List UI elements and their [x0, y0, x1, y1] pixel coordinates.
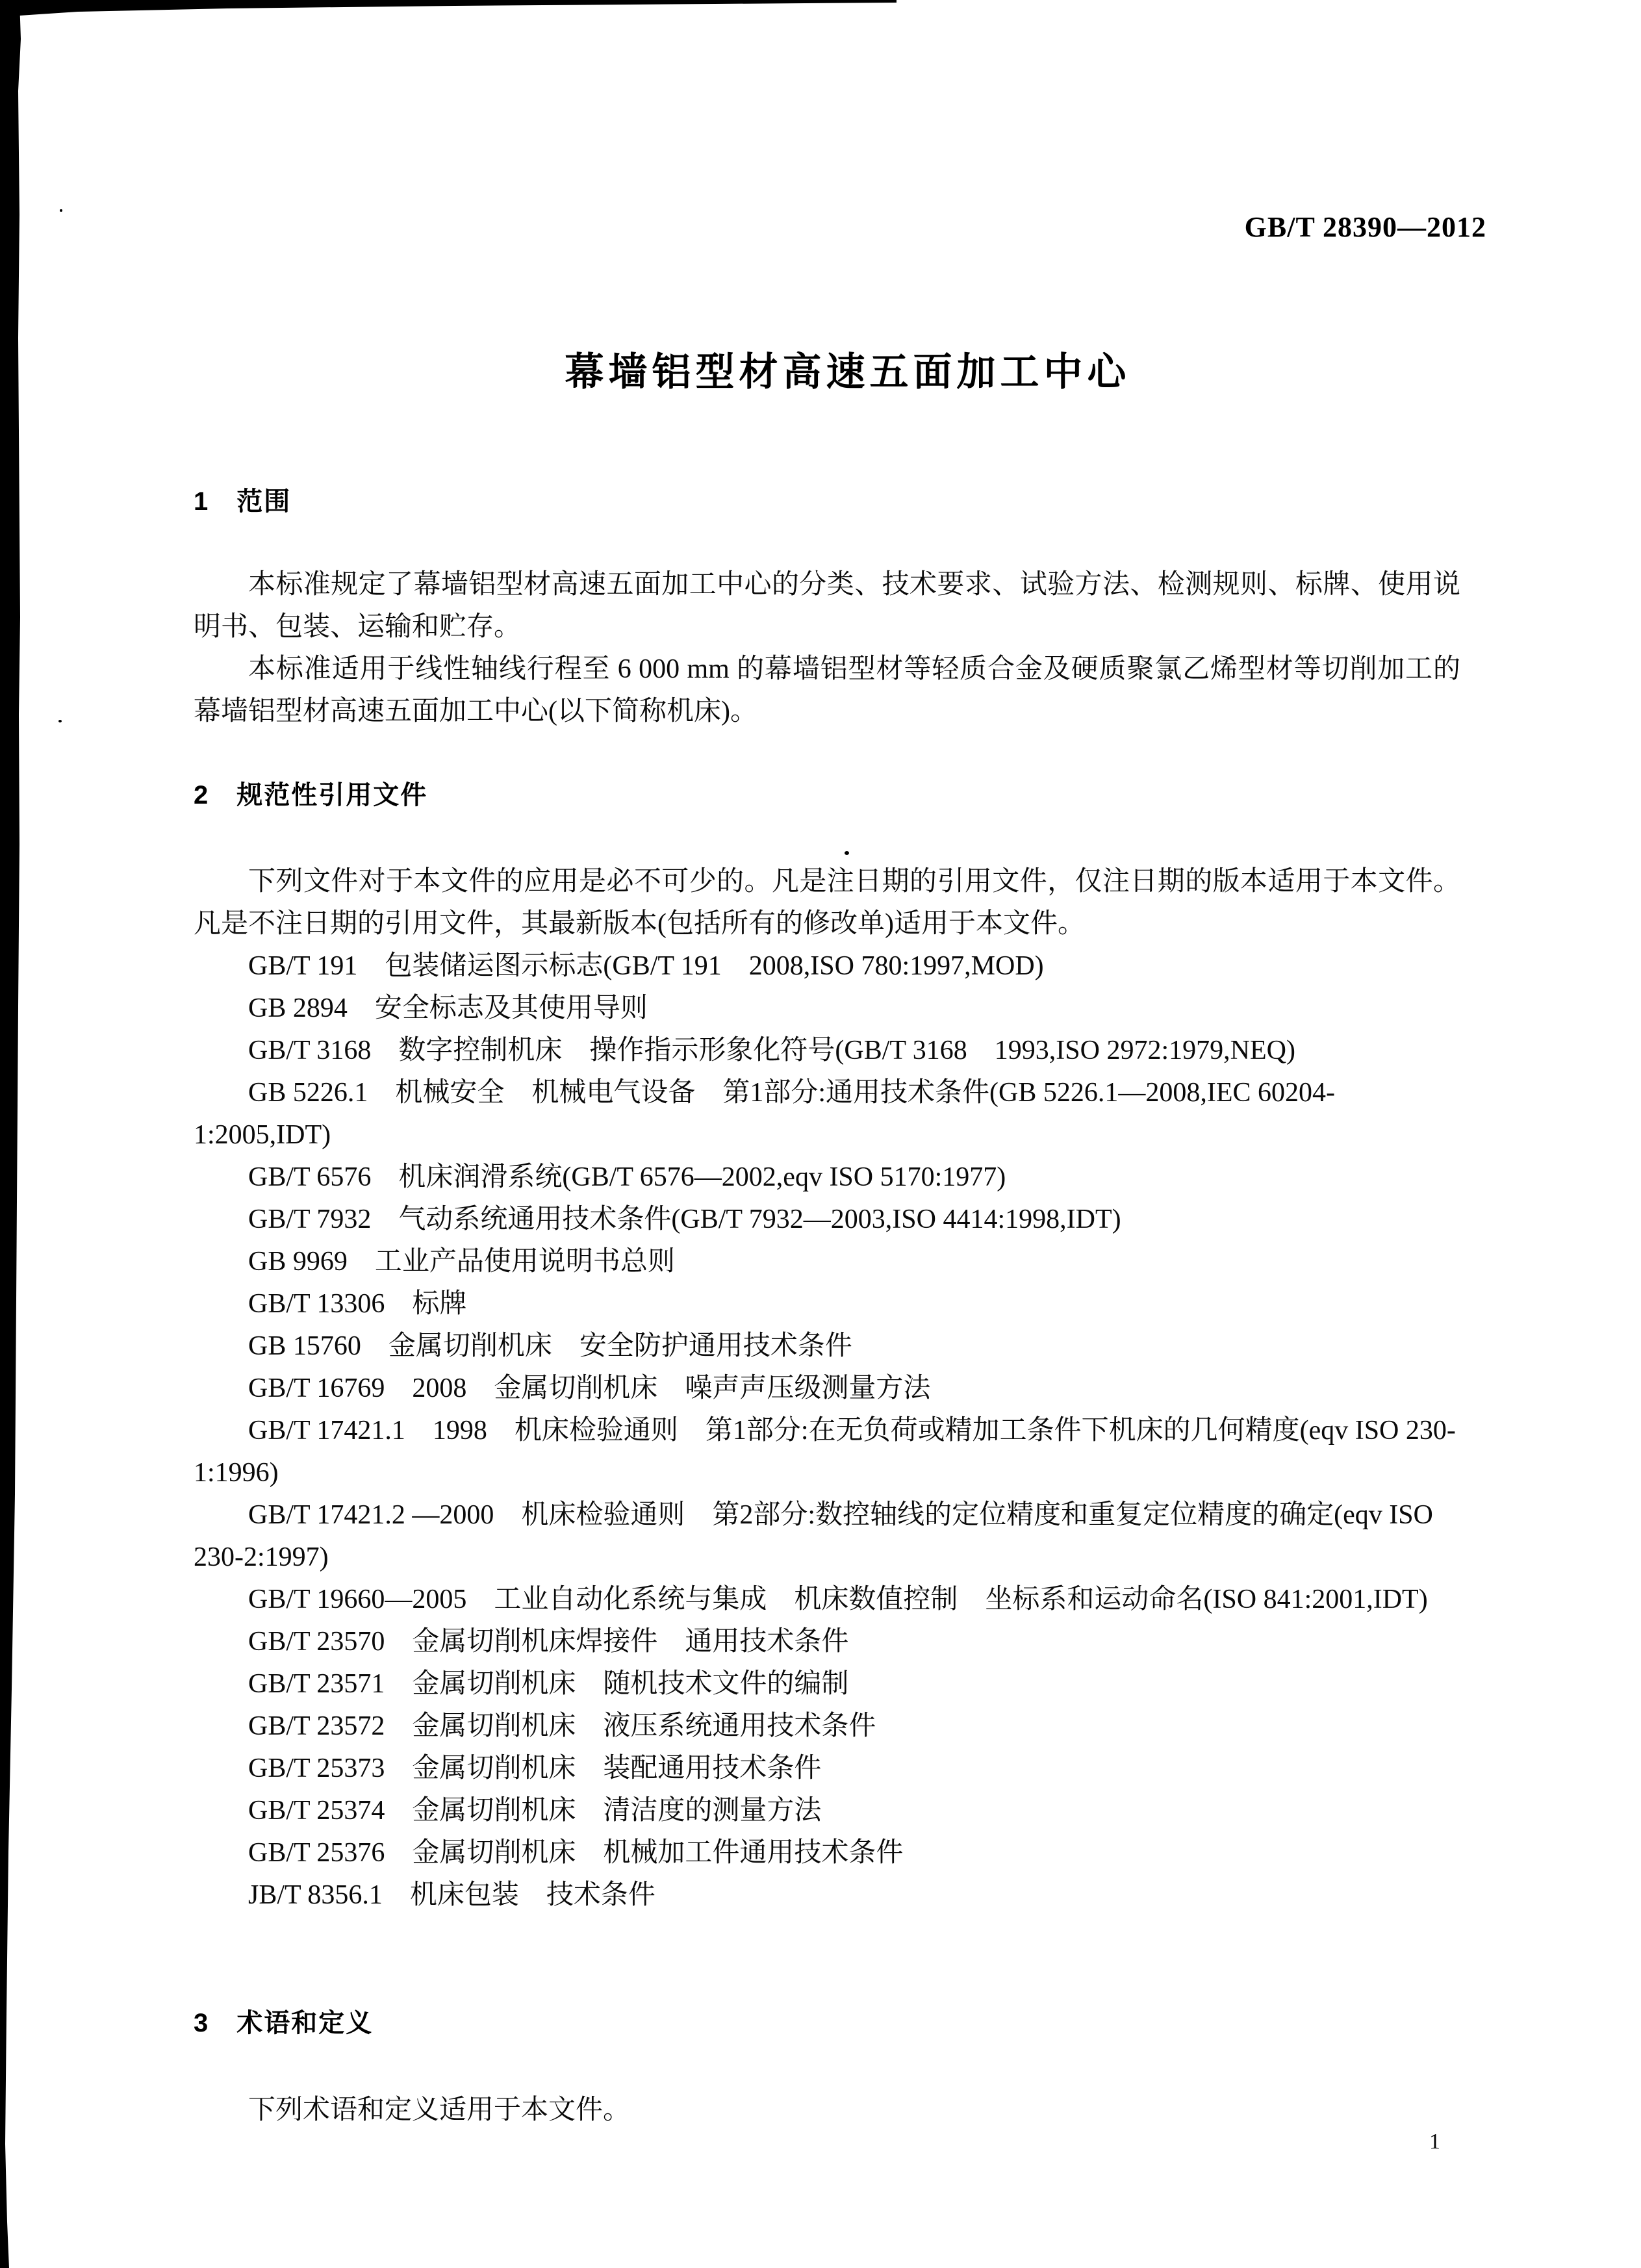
references-list: [194, 945, 1460, 1917]
section-2-body: [194, 861, 1460, 1917]
reference-item: GB/T 25374 金属切削机床 清洁度的测量方法: [248, 1796, 822, 1826]
reference-item: GB/T 17421.1 1998 机床检验通则 第1部分:在无负荷或精加工条件下机床的几何精度(eqv ISO 230-1:1996): [194, 1416, 1456, 1488]
standard-code: GB/T 28390—2012: [1244, 211, 1486, 243]
reference-item: GB/T 23572 金属切削机床 液压系统通用技术条件: [248, 1711, 876, 1741]
reference-item: GB/T 6576 机床润滑系统(GB/T 6576—2002,eqv ISO 5170:1977): [248, 1162, 1006, 1192]
scan-speck: [60, 209, 62, 212]
paragraph: 下列术语和定义适用于本文件。: [248, 2095, 631, 2125]
section-3-body: [194, 2089, 1460, 2132]
scan-artifact-left-band: [0, 0, 26, 2268]
paragraph: 本标准适用于线性轴线行程至 6 000 mm 的幕墙铝型材等轻质合金及硬质聚氯乙烯型材等切削加工的幕墙铝型材高速五面加工中心(以下简称机床)。: [194, 654, 1460, 726]
section-3-heading: 3 术语和定义: [194, 2009, 374, 2037]
reference-item: GB/T 23571 金属切削机床 随机技术文件的编制: [248, 1669, 849, 1699]
reference-item: GB 9969 工业产品使用说明书总则: [248, 1247, 675, 1277]
page-number: 1: [1429, 2130, 1440, 2154]
scan-speck: [58, 720, 62, 722]
reference-item: GB 2894 安全标志及其使用导则: [248, 993, 648, 1023]
scan-speck: [845, 851, 849, 855]
scan-artifact-top-band: [0, 0, 897, 17]
reference-item: GB/T 23570 金属切削机床焊接件 通用技术条件: [248, 1627, 849, 1657]
reference-item: GB/T 25376 金属切削机床 机械加工件通用技术条件: [248, 1838, 904, 1868]
reference-item: GB/T 191 包装储运图示标志(GB/T 191 2008,ISO 780:1997,MOD): [248, 951, 1044, 981]
reference-item: GB/T 16769 2008 金属切削机床 噪声声压级测量方法: [248, 1373, 931, 1403]
section-1-body: [194, 564, 1460, 733]
reference-item: GB 5226.1 机械安全 机械电气设备 第1部分:通用技术条件(GB 5226.1—2008,IEC 60204-1:2005,IDT): [194, 1078, 1335, 1150]
reference-item: GB/T 25373 金属切削机床 装配通用技术条件: [248, 1753, 822, 1783]
section-1-heading: 1 范围: [194, 487, 292, 516]
paragraph: 本标准规定了幕墙铝型材高速五面加工中心的分类、技术要求、试验方法、检测规则、标牌、使用说明书、包装、运输和贮存。: [194, 570, 1460, 642]
document-title: 幕墙铝型材高速五面加工中心: [565, 350, 1131, 394]
reference-item: GB/T 3168 数字控制机床 操作指示形象化符号(GB/T 3168 1993,ISO 2972:1979,NEQ): [248, 1036, 1295, 1065]
reference-item: GB/T 19660—2005 工业自动化系统与集成 机床数值控制 坐标系和运动命名(ISO 841:2001,IDT): [248, 1585, 1428, 1614]
reference-item: GB 15760 金属切削机床 安全防护通用技术条件: [248, 1331, 852, 1361]
reference-item: GB/T 13306 标牌: [248, 1289, 467, 1319]
reference-item: GB/T 17421.2 —2000 机床检验通则 第2部分:数控轴线的定位精度和重复定位精度的确定(eqv ISO 230-2:1997): [194, 1500, 1433, 1572]
paragraph: 下列文件对于本文件的应用是必不可少的。凡是注日期的引用文件，仅注日期的版本适用于本文件。凡是不注日期的引用文件，其最新版本(包括所有的修改单)适用于本文件。: [194, 867, 1460, 939]
reference-item: GB/T 7932 气动系统通用技术条件(GB/T 7932—2003,ISO 4414:1998,IDT): [248, 1204, 1121, 1234]
section-2-heading: 2 规范性引用文件: [194, 781, 428, 809]
reference-item: JB/T 8356.1 机床包装 技术条件: [248, 1880, 655, 1910]
